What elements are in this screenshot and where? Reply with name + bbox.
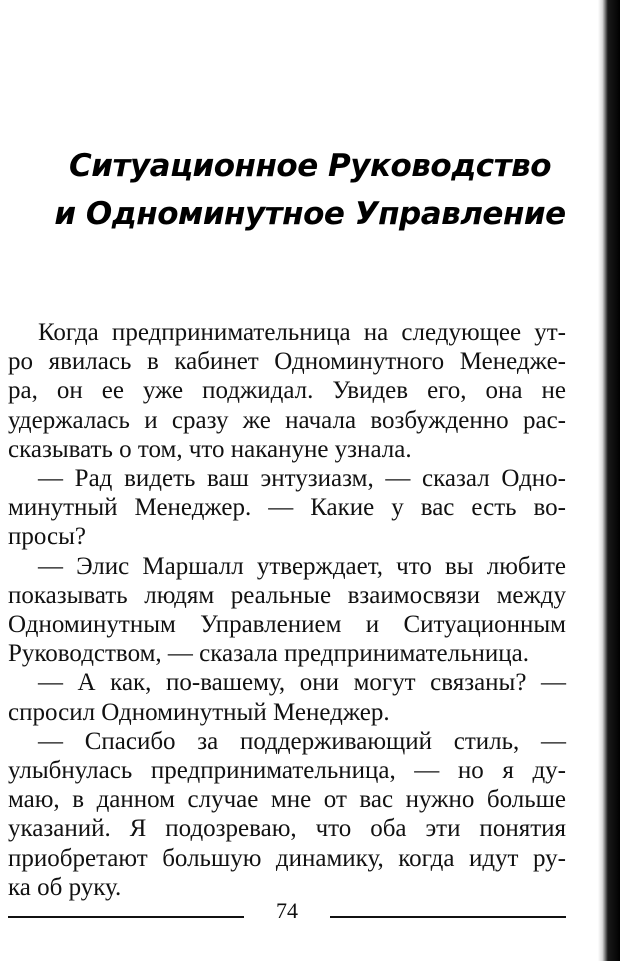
text-line: сказывать о том, что накануне узнала. (8, 435, 412, 463)
text-line: просы? (8, 523, 86, 551)
text-line: — Рад видеть ваш энтузиазм, — сказал Одно- (38, 465, 566, 493)
text-line: ро явилась в кабинет Одноминутного Менедже- (8, 348, 566, 376)
text-line: Когда предпринимательница на следующее ут- (38, 319, 566, 346)
text-line: — А как, по-вашему, они могут связаны? — (38, 669, 566, 697)
body-text (8, 318, 566, 902)
chapter-title-line-1: Ситуационное Руководство (69, 148, 551, 184)
page-number: 74 (276, 898, 298, 923)
text-line: ка об руку. (8, 873, 122, 901)
footer-rule-left (8, 916, 244, 918)
text-line: спросил Одноминутный Менеджер. (8, 698, 390, 726)
text-line: улыбнулась предпринимательница, — но я ду- (8, 757, 566, 785)
footer-rule-right (330, 916, 566, 918)
text-line: удержалась и сразу же начала возбужденно рас- (8, 406, 566, 434)
chapter-title-line-2: и Одноминутное Управление (54, 196, 566, 232)
text-line: ра, он ее уже поджидал. Увидев его, она не (8, 377, 566, 405)
text-line: Руководством, — сказала предпринимательница. (8, 640, 529, 668)
text-line: указаний. Я подозреваю, что оба эти понятия (8, 815, 566, 843)
text-line: — Элис Маршалл утверждает, что вы любите (38, 552, 566, 580)
text-line: минутный Менеджер. — Какие у вас есть во- (8, 494, 566, 522)
text-line: показывать людям реальные взаимосвязи между (8, 581, 566, 609)
text-line: приобретают большую динамику, когда идут ру- (8, 844, 566, 872)
text-line: Одноминутным Управлением и Ситуационным (8, 611, 566, 639)
chapter-title (40, 142, 580, 238)
book-spine-shadow (598, 0, 620, 961)
text-line: маю, в данном случае мне от вас нужно больше (8, 786, 566, 814)
text-line: — Спасибо за поддерживающий стиль, — (38, 727, 566, 755)
